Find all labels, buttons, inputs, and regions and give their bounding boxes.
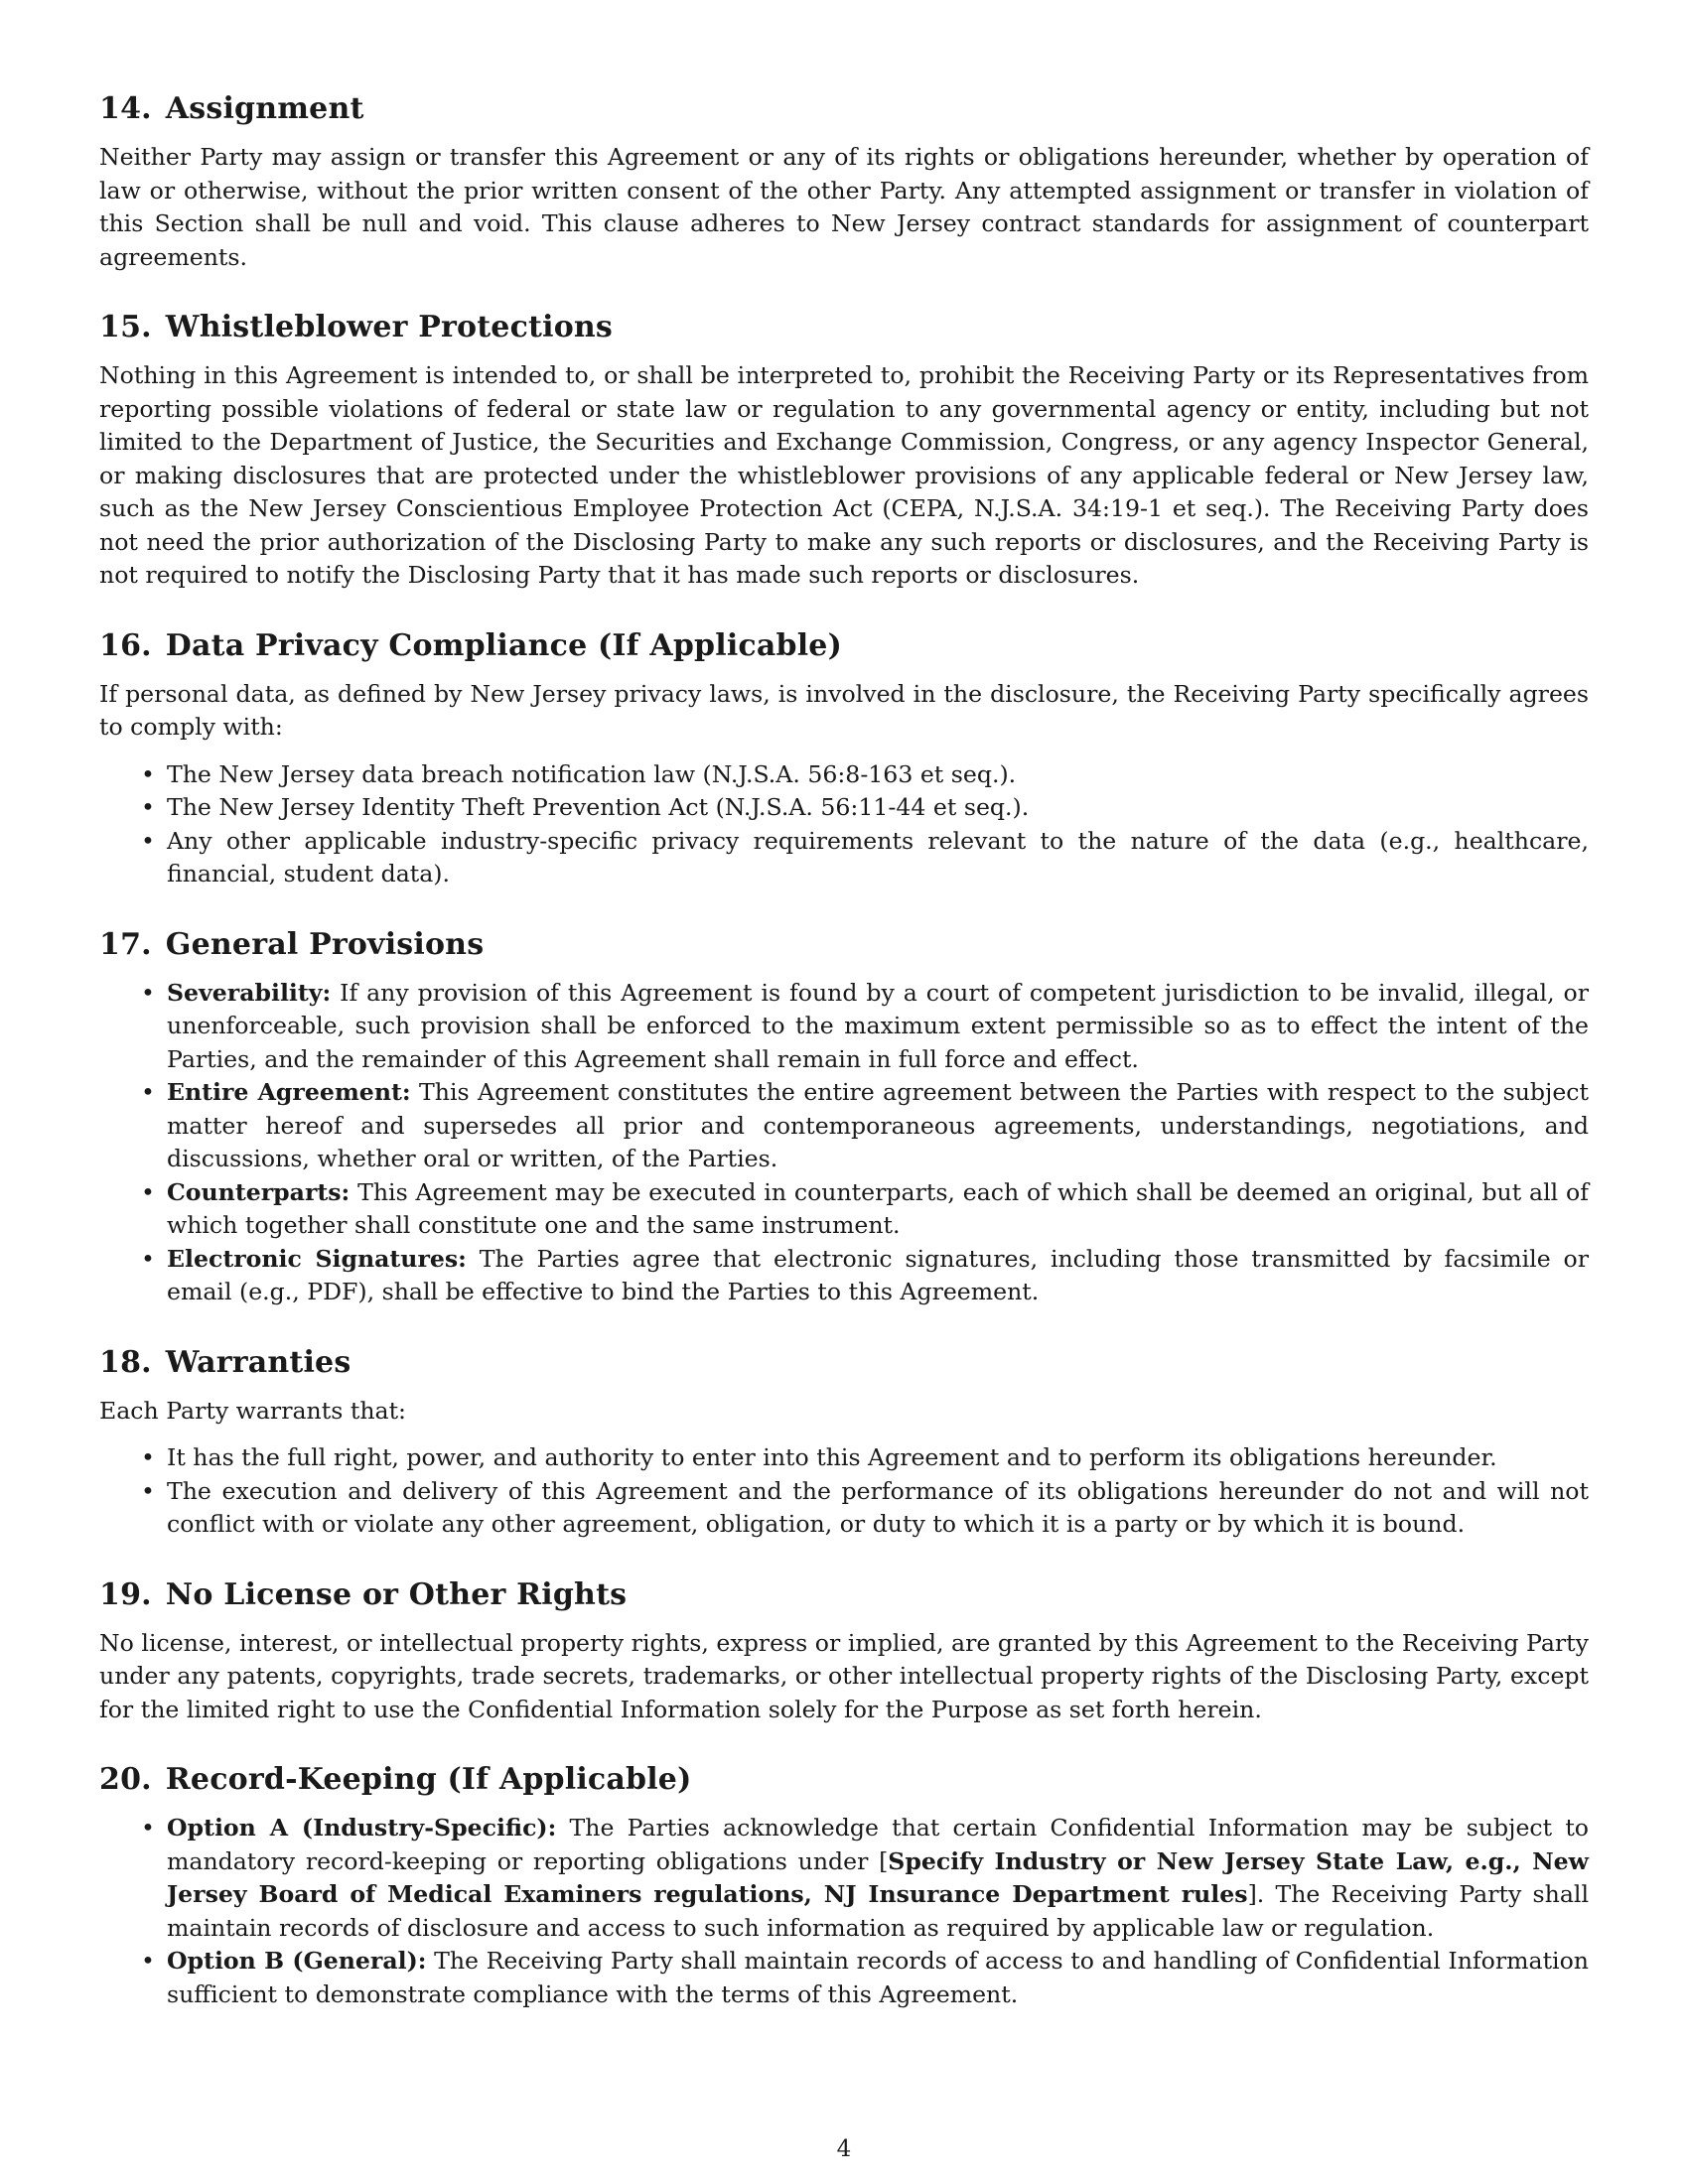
item-label: Option A (Industry-Specific): [167, 1814, 557, 1842]
section-heading [99, 1577, 1589, 1613]
section-number: 18. [99, 1344, 152, 1380]
section-data-privacy-compliance [99, 628, 1589, 891]
section-paragraph: Nothing in this Agreement is intended to, or shall be interpreted to, prohibit the Receiving Party or its Representatives from reporting possible violations of federal or state law or regulation to any governmental agency or entity, including but not limited to the Department of Justice, the Securities and Exchange Commission, Congress, or any agency Inspector General, or making disclosures that are protected under the whistleblower provisions of any applicable federal or New Jersey law, such as the New Jersey Conscientious Employee Protection Act (CEPA, N.J.S.A. 34:19-1 et seq.). The Receiving Party does not need the prior authorization of the Disclosing Party to make any such reports or disclosures, and the Receiving Party is not required to notify the Disclosing Party that it has made such reports or disclosures. [99, 361, 1589, 589]
bullet-list [99, 758, 1589, 891]
bullet-list [99, 1441, 1589, 1542]
section-heading [99, 1762, 1589, 1798]
section-assignment [99, 91, 1589, 274]
section-title: Whistleblower Protections [165, 310, 614, 344]
item-text: The Receiving Party shall maintain records of access to and handling of Confidential Information sufficient to demonstrate compliance with the terms of this Agreement. [167, 1947, 1589, 2008]
section-warranties [99, 1345, 1589, 1542]
item-text: This Agreement may be executed in counterparts, each of which shall be deemed an original, but all of which together shall constitute one and the same instrument. [167, 1177, 1589, 1239]
page-number: 4 [836, 2136, 852, 2162]
section-title: Warranties [165, 1344, 352, 1380]
section-title: Record-Keeping (If Applicable) [165, 1762, 692, 1797]
section-heading [99, 628, 1589, 664]
section-title: Assignment [165, 91, 364, 126]
section-paragraph: Neither Party may assign or transfer this Agreement or any of its rights or obligations hereunder, whether by operation of law or otherwise, without the prior written consent of the other Party. Any attempted assignment or transfer in violation of this Section shall be null and void. This clause adheres to New Jersey contract standards for assignment of counterpart agreements. [99, 143, 1589, 271]
section-number: 20. [99, 1762, 152, 1797]
bullet-list [99, 977, 1589, 1309]
section-title: Data Privacy Compliance (If Applicable) [165, 627, 842, 663]
list-item: • The New Jersey Identity Theft Prevention Act (N.J.S.A. 56:11-44 et seq.). [99, 791, 1589, 825]
section-no-license [99, 1577, 1589, 1727]
section-number: 16. [99, 627, 152, 663]
item-text: The Parties agree that electronic signatures, including those transmitted by facsimile or email (e.g., PDF), shall be effective to bind the Parties to this Agreement. [167, 1244, 1590, 1305]
bold-placeholder: Specify Industry or New Jersey State Law, e.g., New Jersey Board of Medical Examiners regulations, NJ Insurance Department rules [167, 1846, 1589, 1908]
section-paragraph: No license, interest, or intellectual property rights, express or implied, are granted by this Agreement to the Receiving Party under any patents, copyrights, trade secrets, trademarks, or other intellectual property rights of the Disclosing Party, except for the limited right to use the Confidential Information solely for the Purpose as set forth herein. [99, 1628, 1589, 1723]
item-label: Electronic Signatures: [167, 1244, 467, 1273]
bullet-list [99, 1812, 1589, 2011]
section-general-provisions [99, 927, 1589, 1309]
item-label: Option B (General): [167, 1947, 427, 1975]
document-page [99, 91, 1589, 2047]
item-text: This Agreement constitutes the entire agreement between the Parties with respect to the subject matter hereof and supersedes all prior and contemporaneous agreements, understandings, negotiations, and discussions, whether oral or written, of the Parties. [167, 1078, 1590, 1172]
section-heading [99, 1345, 1589, 1381]
section-intro: Each Party warrants that: [99, 1396, 407, 1425]
section-number: 17. [99, 926, 152, 962]
section-number: 19. [99, 1576, 152, 1612]
section-record-keeping [99, 1762, 1589, 2011]
section-number: 14. [99, 91, 152, 126]
list-item-option-b [99, 1945, 1589, 2011]
section-heading [99, 91, 1589, 127]
section-whistleblower-protections [99, 310, 1589, 593]
list-item: • Any other applicable industry-specific privacy requirements relevant to the nature of the data (e.g., healthcare, financial, student data). [99, 825, 1589, 891]
section-title: General Provisions [165, 926, 485, 962]
list-item: • The execution and delivery of this Agreement and the performance of its obligations hereunder do not and will not conflict with or violate any other agreement, obligation, or duty to which it is a party or by which it is bound. [99, 1475, 1589, 1542]
section-heading [99, 310, 1589, 345]
item-text: The Parties acknowledge that certain Confidential Information may be subject to mandatory record-keeping or reporting obligations under [ [167, 1814, 1590, 1875]
list-item [99, 1176, 1589, 1243]
section-title: No License or Other Rights [165, 1576, 628, 1612]
list-item: • The New Jersey data breach notification law (N.J.S.A. 56:8-163 et seq.). [99, 758, 1589, 792]
section-intro: If personal data, as defined by New Jersey privacy laws, is involved in the disclosure, the Receiving Party specifically agrees to comply with: [99, 679, 1589, 741]
item-label: Severability: [167, 978, 332, 1007]
section-heading [99, 927, 1589, 963]
list-item [99, 1076, 1589, 1176]
item-label: Counterparts: [167, 1177, 351, 1206]
list-item: • It has the full right, power, and authority to enter into this Agreement and to perform its obligations hereunder. [99, 1441, 1589, 1475]
list-item [99, 1243, 1589, 1309]
section-number: 15. [99, 310, 152, 344]
list-item [99, 977, 1589, 1077]
list-item-option-a [99, 1812, 1589, 1945]
item-text: If any provision of this Agreement is found by a court of competent jurisdiction to be invalid, illegal, or unenforceable, such provision shall be enforced to the maximum extent permissible so as to effect the intent of the Parties, and the remainder of this Agreement shall remain in full force and effect. [167, 978, 1589, 1073]
item-label: Entire Agreement: [167, 1078, 411, 1106]
item-text: ]. The Receiving Party shall maintain records of disclosure and access to such information as required by applicable law or regulation. [167, 1880, 1589, 1942]
